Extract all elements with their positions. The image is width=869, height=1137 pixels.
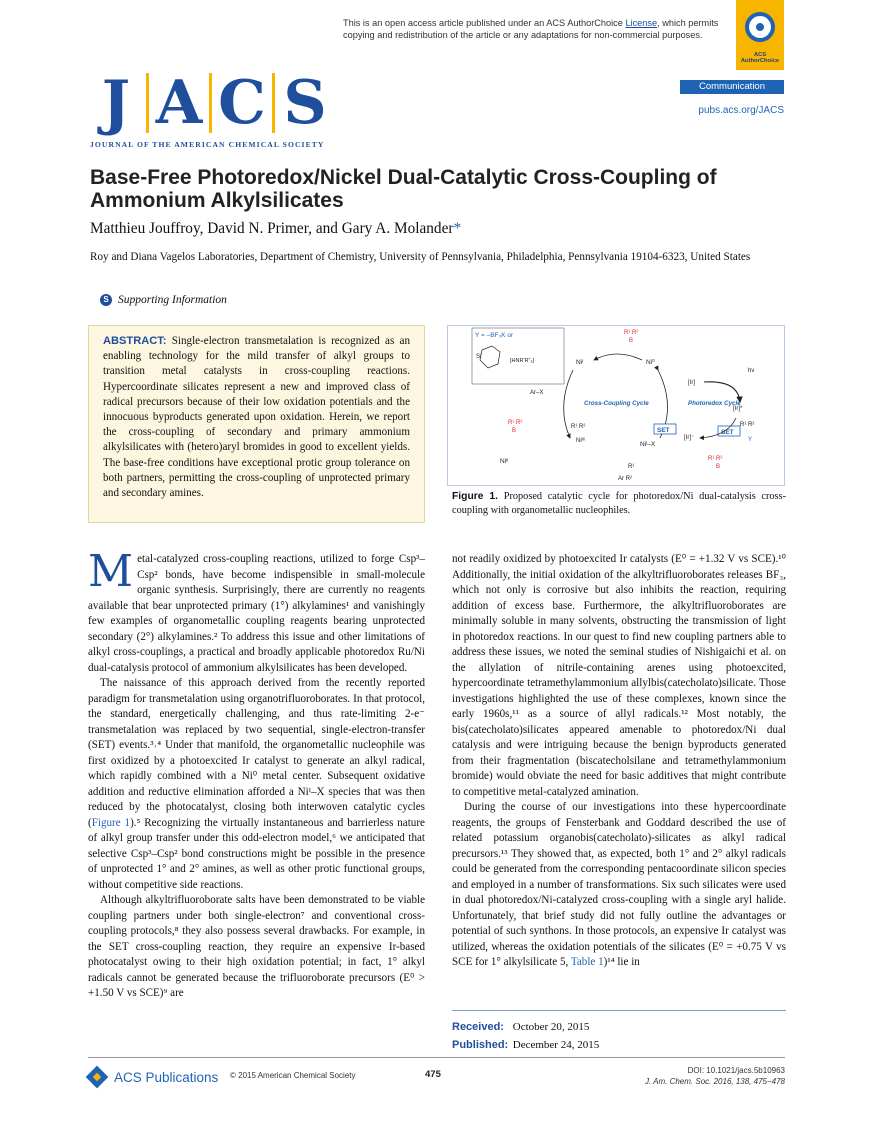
page-number: 475 bbox=[425, 1069, 441, 1080]
authors-text[interactable]: Matthieu Jouffroy, David N. Primer, and Gary A. Molander bbox=[90, 220, 454, 237]
paragraph bbox=[88, 546, 425, 676]
author-list bbox=[90, 220, 461, 238]
corresponding-author-mark[interactable]: * bbox=[453, 220, 462, 237]
publisher-name: ACS Publications bbox=[114, 1069, 219, 1085]
badge-label: ACS AuthorChoice bbox=[740, 52, 780, 64]
svg-text:R¹ R²: R¹ R² bbox=[571, 424, 586, 430]
abstract-heading: ABSTRACT: bbox=[103, 335, 167, 347]
ni1x-label: Niᴵ–X bbox=[640, 441, 656, 448]
acs-logo-icon bbox=[86, 1066, 108, 1088]
paragraph bbox=[88, 893, 425, 1002]
ni1-label: Niᴵ bbox=[576, 359, 584, 366]
doi[interactable]: DOI: 10.1021/jacs.5b10963 bbox=[687, 1066, 785, 1075]
dropcap: M bbox=[88, 546, 134, 597]
supporting-info-icon: S bbox=[100, 294, 112, 306]
notice-text-end: , which permits bbox=[657, 18, 719, 28]
figure-1-link[interactable]: Figure 1 bbox=[91, 816, 131, 829]
ni3-label: Niᴵᴵᴵ bbox=[576, 438, 585, 444]
notice-text: This is an open access article published under an ACS AuthorChoice bbox=[343, 18, 623, 28]
paragraph-text: Although alkyltrifluoroborate salts have been demonstrated to be viable coupling partners under both single-electron⁷ and conventional cross-coupling protocols,⁸ they also possess several drawbacks. For example, in the SET cross-coupling reaction, they require an expensive Ir-based photocatalyst owing to their high oxidation potential; in fact, 1° alkyl radicals cannot be generated because the trifluoroborate precursors (E⁰ > +1.50 V vs SCE)⁹ are bbox=[88, 894, 425, 999]
catalytic-cycle-diagram bbox=[448, 326, 784, 485]
paragraph bbox=[452, 552, 786, 800]
footer-divider bbox=[88, 1057, 785, 1058]
figure-caption-label: Figure 1. bbox=[452, 491, 499, 502]
ni0-label: Ni⁰ bbox=[646, 359, 655, 366]
set-label-1: SET bbox=[657, 427, 670, 434]
dates-divider bbox=[452, 1010, 786, 1011]
figure-caption-text: Proposed catalytic cycle for photoredox/Ni dual-catalysis cross-coupling with organometallic nucleophiles. bbox=[452, 491, 786, 516]
logo-letter-a: A bbox=[155, 68, 203, 138]
svg-text:B: B bbox=[629, 338, 634, 344]
supporting-info-label: Supporting Information bbox=[118, 294, 227, 306]
ir-label: [Ir] bbox=[688, 380, 695, 386]
ni2-label: Niᴵᴵ bbox=[500, 458, 509, 465]
logo-letter-c: C bbox=[218, 68, 266, 138]
radical-top: R¹ R² bbox=[624, 330, 639, 336]
svg-text:Si: Si bbox=[476, 354, 482, 360]
logo-letter-j: J bbox=[101, 68, 131, 138]
received-label: Received: bbox=[452, 1021, 504, 1033]
article-type-bar: Communication bbox=[680, 80, 784, 94]
jacs-logo bbox=[88, 67, 333, 139]
authorchoice-icon bbox=[745, 12, 775, 42]
abstract-box bbox=[88, 325, 425, 523]
article-title: Base-Free Photoredox/Nickel Dual-Catalytic Cross-Coupling of Ammonium Alkylsilicates bbox=[90, 166, 717, 212]
svg-text:B: B bbox=[512, 428, 517, 434]
figure-caption bbox=[452, 490, 786, 518]
cross-coupling-label: Cross-Coupling Cycle bbox=[584, 400, 649, 407]
radical-right: R¹ R² bbox=[708, 456, 723, 462]
paragraph-text: The naissance of this approach derived from the recently reported paradigm for transmetalation using organotrifluoroborates. In that protocol, the standard, energetically challenging, and thus rate-limiting 2-e⁻ transmetalation was replaced by two sequential, single-electron-transfer (SET) events.³˒⁴ Under that manifold, the organometallic nucleophile was first oxidized by a photoexcited Ir catalyst to generate an alkyl radical, which rapidly combined with a Ni⁰ metal center. Subsequent oxidative addition and reductive elimination afforded a Niᴵ–X species that was then reduced by the photocatalyst, closing both interwoven catalytic cycles ( bbox=[88, 677, 425, 829]
abstract-text: Single-electron transmetalation is recognized as an enabling technology for the mild transfer of alkyl groups to transition metal catalysts in cross-coupling reactions. Hypercoordinate silicates represent a new and improved class of radical precursors because of their low oxidation potentials and the innocuous byproducts generated upon oxidation. Herein, we report the cross-coupling of secondary and primary ammonium alkylsilicates with (hetero)aryl bromides in good to excellent yields. The base-free conditions have exceptional protic group tolerance on both partners, permitting the cross-coupling of unprotected primary and secondary amines. bbox=[103, 335, 410, 500]
set-label-2: SET bbox=[721, 429, 734, 436]
body-column-right bbox=[452, 552, 786, 971]
body-column-left bbox=[88, 546, 425, 1002]
citation: J. Am. Chem. Soc. 2016, 138, 475−478 bbox=[644, 1076, 785, 1086]
open-access-notice bbox=[343, 18, 733, 41]
photoredox-label: Photoredox Cycle bbox=[688, 400, 741, 407]
received-date: October 20, 2015 bbox=[512, 1021, 590, 1033]
paragraph-text: etal-catalyzed cross-coupling reactions, utilized to forge Csp³–Csp² bonds, have become indispensible in small-molecule organic synthesis. Surprisingly, there are currently no reagents available that bear unprotected primary (1°) alkylamines¹ and vanishingly few examples of organometallic coupling reagents bearing unprotected secondary (2°) alkylamines.² To address this issue and other limitations of alkyl cross-couplings, a practical and broadly applicable photoredox Ru/Ni dual-catalysis protocol of ammonium alkylsilicates has been developed. bbox=[88, 553, 425, 674]
figure-1[interactable] bbox=[447, 325, 785, 486]
paragraph-text: During the course of our investigations into these hypercoordinate reagents, the groups of Fensterbank and Goddard described the use of related potassium organobis(catecholato)-silicates as alkyl radical precursors.¹³ They showed that, as expected, both 1° and 2° alkyl radicals could be generated from the corresponding pentacoordinate silicon species and employed in a number of transformations. Six such silicates were used in dual photoredox/Ni-catalyzed cross-coupling with a single aryl halide. Unfortunately, that brief study did not fully outline the advantages or potential of such synthons. In those protocols, an expensive Ir catalyst was utilized, whereas the oxidation potentials of the silicates (E⁰ = +0.75 V vs SCE for 1° alkylsilicate 5, bbox=[452, 801, 786, 968]
logo-letter-s: S bbox=[283, 68, 327, 138]
paragraph-text: ).⁵ Recognizing the virtually instantaneous and barrierless nature of alkyl group transfer under this odd-electron model,⁶ we anticipated that selective Csp³–Csp² bond constructions might be possible in the presence of unprotected 1° and 2° amines, as well as other protic functional groups, without competitive side reactions. bbox=[88, 816, 425, 891]
license-link[interactable]: License bbox=[625, 18, 658, 28]
radical-left: R¹ R² bbox=[508, 420, 523, 426]
notice-text-2: copying and redistribution of the article or any adaptations for non-commercial purposes. bbox=[343, 29, 703, 40]
acs-publications-logo[interactable] bbox=[86, 1066, 218, 1088]
paragraph bbox=[452, 800, 786, 971]
published-date: December 24, 2015 bbox=[512, 1039, 600, 1051]
svg-text:R¹: R¹ bbox=[628, 464, 635, 470]
article-dates bbox=[452, 1018, 599, 1054]
paragraph-text: not readily oxidized by photoexcited Ir catalysts (E⁰ = +1.32 V vs SCE).¹⁰ Additionally, the initial oxidation of the alkyltrifluoroborates releases BF₃, which not only is corrosive but also inhibits the reaction, requiring addition of excess base. Furthermore, the alkyltrifluoroborates are minimally soluble in many solvents, obstructing the transmission of light in photoredox reactions. In our quest to find new coupling partners able to address these issues, we noted the seminal studies of Nishigaichi et al. on the allylation of nitrile-containing arenes using photoexcited, hypercoordinate tetramethylammonium allylbis(catecholato)silicate. Those investigations highlighted the use of these complexes, known since the early 1960s,¹¹ as a source of allyl radicals.¹² Most notably, the bis(catecholato)silicates appeared amenable to photoredox/Ni dual catalysis and were intriguing because the benign byproducts generated from their fragmentation (biscatecholsilane and tetramethylammonium bromide) would obviate the need for basic additives that might contribute to competitive metal-catalyzed amination. bbox=[452, 553, 786, 798]
svg-text:R¹ R²: R¹ R² bbox=[740, 422, 755, 428]
journal-url[interactable]: pubs.acs.org/JACS bbox=[698, 105, 784, 116]
authorchoice-badge[interactable] bbox=[736, 0, 784, 70]
arx-label: Ar–X bbox=[530, 390, 544, 396]
ir-minus-label: [Ir]⁻ bbox=[684, 435, 695, 441]
table-1-link[interactable]: Table 1 bbox=[570, 956, 604, 968]
y-label: Y bbox=[748, 437, 753, 443]
supporting-info-link[interactable] bbox=[100, 294, 227, 306]
y-definition: Y = –BF₃K or bbox=[475, 332, 514, 339]
published-label: Published: bbox=[452, 1039, 509, 1051]
hv-label: hν bbox=[748, 368, 755, 374]
paragraph-text: )¹⁴ lie in bbox=[603, 956, 640, 968]
svg-text:B: B bbox=[716, 464, 721, 470]
svg-text:Ar R²: Ar R² bbox=[618, 476, 632, 482]
ir-star-label: [Ir]* bbox=[733, 406, 743, 412]
doi-block bbox=[600, 1066, 785, 1087]
copyright: © 2015 American Chemical Society bbox=[230, 1071, 356, 1080]
affiliation: Roy and Diana Vagelos Laboratories, Department of Chemistry, University of Pennsylvania, Philadelphia, Pennsylvania 19104-6323, United States bbox=[90, 251, 751, 263]
ammonium-label: [HNR'R"₂] bbox=[510, 358, 535, 364]
journal-name: JOURNAL OF THE AMERICAN CHEMICAL SOCIETY bbox=[90, 140, 325, 149]
paragraph bbox=[88, 676, 425, 893]
